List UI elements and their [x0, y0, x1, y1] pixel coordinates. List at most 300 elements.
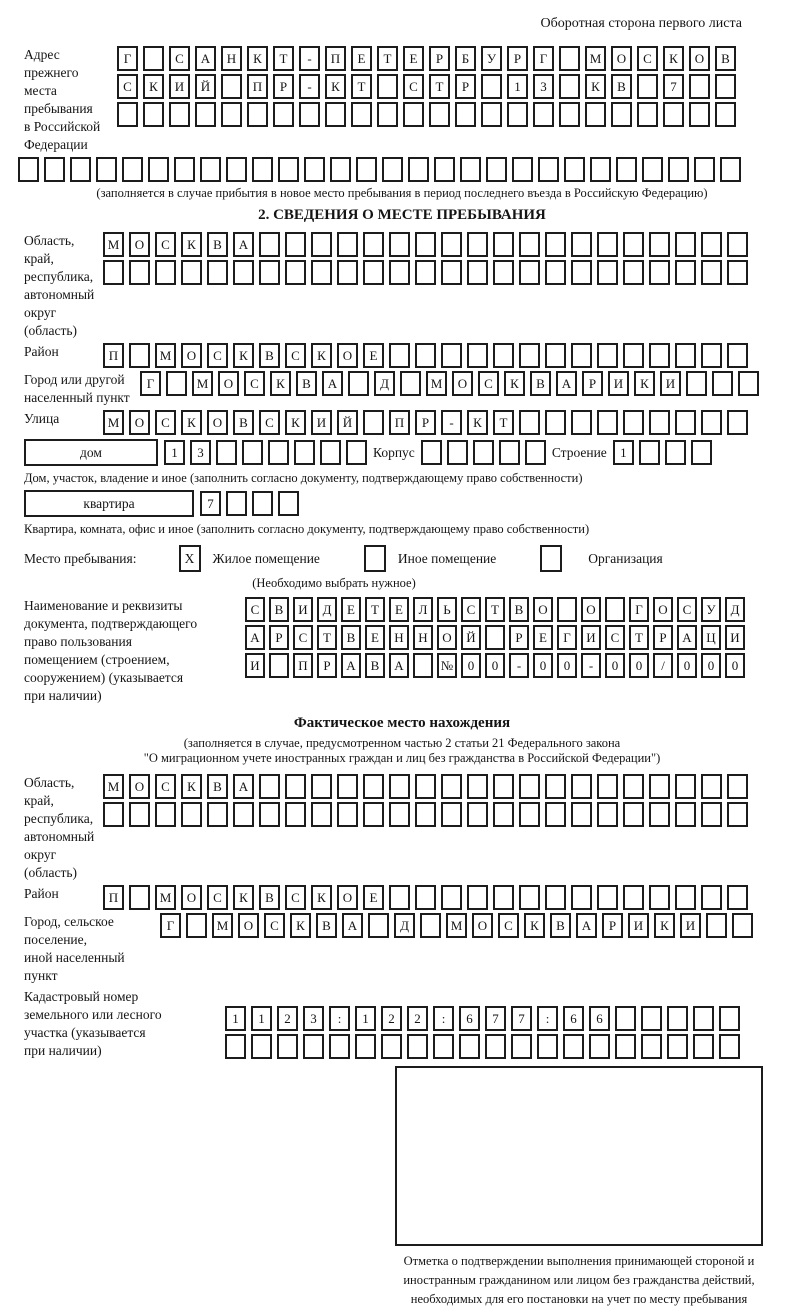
char-cell: 6: [563, 1006, 584, 1031]
char-cell: [675, 802, 696, 827]
char-cell: Д: [725, 597, 745, 622]
char-cell: [571, 774, 592, 799]
char-cell: О: [181, 885, 202, 910]
char-cell: 0: [725, 653, 745, 678]
char-cell: 7: [200, 491, 221, 516]
char-cell: О: [181, 343, 202, 368]
char-cell: [571, 232, 592, 257]
char-cell: [337, 260, 358, 285]
char-cell: [166, 371, 187, 396]
char-cell: [473, 440, 494, 465]
char-cell: К: [233, 885, 254, 910]
char-cell: [732, 913, 753, 938]
char-cell: [155, 802, 176, 827]
char-cell: [407, 1034, 428, 1059]
char-cell: [148, 157, 169, 182]
char-cell: [467, 232, 488, 257]
prev-address-cells-row4: [18, 157, 780, 182]
char-cell: Г: [160, 913, 181, 938]
char-cell: С: [293, 625, 313, 650]
char-cell: [129, 802, 150, 827]
prev-address-cells-row1: [117, 46, 736, 71]
char-cell: [337, 774, 358, 799]
char-cell: [675, 410, 696, 435]
char-cell: [590, 157, 611, 182]
char-cell: [363, 774, 384, 799]
char-cell: 7: [511, 1006, 532, 1031]
char-cell: С: [637, 46, 658, 71]
apartment-note: Квартира, комната, офис и иное (заполнить согласно документу, подтверждающему право собственности): [24, 522, 590, 536]
char-cell: Е: [363, 885, 384, 910]
char-cell: [441, 885, 462, 910]
char-cell: [459, 1034, 480, 1059]
char-cell: [538, 157, 559, 182]
char-cell: Н: [389, 625, 409, 650]
char-cell: [467, 260, 488, 285]
char-cell: [519, 260, 540, 285]
char-cell: М: [192, 371, 213, 396]
char-cell: Т: [365, 597, 385, 622]
char-cell: [96, 157, 117, 182]
char-cell: О: [129, 232, 150, 257]
char-cell: В: [715, 46, 736, 71]
char-cell: [485, 625, 505, 650]
char-cell: 2: [407, 1006, 428, 1031]
char-cell: [434, 157, 455, 182]
stay-option-other-label: Иное помещение: [397, 550, 497, 566]
char-cell: [668, 157, 689, 182]
char-cell: С: [264, 913, 285, 938]
char-cell: [415, 343, 436, 368]
stay-option-organization-checkbox: [540, 545, 562, 572]
char-cell: [129, 343, 150, 368]
char-cell: [623, 774, 644, 799]
actual-district-cells: [103, 885, 748, 910]
char-cell: Д: [317, 597, 337, 622]
char-cell: [247, 102, 268, 127]
char-cell: [415, 802, 436, 827]
char-cell: В: [550, 913, 571, 938]
char-cell: М: [585, 46, 606, 71]
char-cell: О: [452, 371, 473, 396]
char-cell: [545, 885, 566, 910]
char-cell: К: [325, 74, 346, 99]
char-cell: 1: [251, 1006, 272, 1031]
char-cell: С: [285, 343, 306, 368]
char-cell: [221, 74, 242, 99]
char-cell: Р: [653, 625, 673, 650]
char-cell: О: [611, 46, 632, 71]
char-cell: [377, 102, 398, 127]
char-cell: В: [341, 625, 361, 650]
char-cell: А: [389, 653, 409, 678]
char-cell: [122, 157, 143, 182]
char-cell: [519, 410, 540, 435]
char-cell: [441, 232, 462, 257]
char-cell: [559, 102, 580, 127]
district-label: Район: [24, 344, 59, 359]
actual-city-label: Город, сельское поселение, иной населенный пункт: [24, 914, 125, 983]
char-cell: [268, 440, 289, 465]
char-cell: А: [576, 913, 597, 938]
char-cell: [694, 157, 715, 182]
char-cell: [441, 343, 462, 368]
char-cell: [277, 1034, 298, 1059]
char-cell: И: [311, 410, 332, 435]
char-cell: У: [701, 597, 721, 622]
street-label: Улица: [24, 411, 60, 426]
char-cell: О: [129, 774, 150, 799]
char-cell: [615, 1034, 636, 1059]
document-cells-row3: [245, 653, 745, 678]
char-cell: [346, 440, 367, 465]
char-cell: [467, 343, 488, 368]
char-cell: [415, 232, 436, 257]
char-cell: С: [605, 625, 625, 650]
char-cell: Г: [117, 46, 138, 71]
cadastral-cells-row1: [225, 1006, 740, 1031]
char-cell: -: [299, 46, 320, 71]
char-cell: [512, 157, 533, 182]
char-cell: Г: [557, 625, 577, 650]
char-cell: П: [293, 653, 313, 678]
char-cell: [181, 802, 202, 827]
char-cell: К: [663, 46, 684, 71]
char-cell: [649, 802, 670, 827]
char-cell: [675, 343, 696, 368]
char-cell: К: [311, 885, 332, 910]
district-block: [24, 343, 780, 368]
prev-address-cells-row2: [117, 74, 736, 99]
char-cell: [278, 491, 299, 516]
char-cell: [493, 885, 514, 910]
char-cell: [727, 802, 748, 827]
char-cell: В: [365, 653, 385, 678]
char-cell: О: [337, 343, 358, 368]
char-cell: И: [169, 74, 190, 99]
char-cell: [143, 46, 164, 71]
char-cell: [356, 157, 377, 182]
apartment-widebox: квартира: [24, 490, 194, 517]
apartment-cells: [200, 491, 299, 516]
char-cell: [663, 102, 684, 127]
char-cell: О: [207, 410, 228, 435]
char-cell: Е: [403, 46, 424, 71]
char-cell: [70, 157, 91, 182]
char-cell: [389, 774, 410, 799]
char-cell: О: [218, 371, 239, 396]
char-cell: О: [129, 410, 150, 435]
char-cell: [727, 232, 748, 257]
actual-location-title: Фактическое место нахождения: [293, 715, 511, 731]
char-cell: [252, 157, 273, 182]
char-cell: [649, 885, 670, 910]
char-cell: А: [322, 371, 343, 396]
char-cell: К: [311, 343, 332, 368]
char-cell: К: [634, 371, 655, 396]
char-cell: [225, 1034, 246, 1059]
char-cell: [585, 102, 606, 127]
char-cell: [389, 802, 410, 827]
char-cell: [200, 157, 221, 182]
stay-type-row: [24, 545, 780, 572]
char-cell: К: [181, 410, 202, 435]
char-cell: С: [244, 371, 265, 396]
char-cell: А: [195, 46, 216, 71]
char-cell: Т: [351, 74, 372, 99]
stay-type-label: Место пребывания:: [24, 550, 137, 566]
char-cell: [259, 802, 280, 827]
char-cell: Д: [394, 913, 415, 938]
char-cell: 0: [485, 653, 505, 678]
char-cell: [216, 440, 237, 465]
char-cell: [559, 74, 580, 99]
char-cell: 6: [589, 1006, 610, 1031]
char-cell: 1: [613, 440, 634, 465]
char-cell: Е: [389, 597, 409, 622]
char-cell: С: [677, 597, 697, 622]
char-cell: /: [653, 653, 673, 678]
char-cell: [363, 410, 384, 435]
char-cell: С: [169, 46, 190, 71]
char-cell: Й: [461, 625, 481, 650]
cadastral-label: Кадастровый номер земельного или лесного участка (указывается при наличии): [24, 989, 162, 1058]
char-cell: [467, 885, 488, 910]
char-cell: Ц: [701, 625, 721, 650]
char-cell: [557, 597, 577, 622]
char-cell: [623, 410, 644, 435]
char-cell: [486, 157, 507, 182]
char-cell: О: [437, 625, 457, 650]
char-cell: [615, 1006, 636, 1031]
char-cell: [689, 102, 710, 127]
char-cell: [174, 157, 195, 182]
char-cell: И: [293, 597, 313, 622]
char-cell: [545, 802, 566, 827]
char-cell: [665, 440, 686, 465]
char-cell: [715, 102, 736, 127]
char-cell: Т: [629, 625, 649, 650]
region-cells-row2: [103, 260, 748, 285]
stay-option-organization-label: Организация: [588, 550, 663, 566]
char-cell: [467, 802, 488, 827]
char-cell: А: [556, 371, 577, 396]
char-cell: Г: [140, 371, 161, 396]
char-cell: О: [653, 597, 673, 622]
char-cell: А: [341, 653, 361, 678]
char-cell: Т: [317, 625, 337, 650]
char-cell: М: [426, 371, 447, 396]
char-cell: А: [677, 625, 697, 650]
char-cell: [103, 802, 124, 827]
char-cell: [686, 371, 707, 396]
char-cell: В: [259, 885, 280, 910]
char-cell: О: [472, 913, 493, 938]
char-cell: [641, 1006, 662, 1031]
char-cell: Ь: [437, 597, 457, 622]
char-cell: [103, 260, 124, 285]
stay-option-other-checkbox: [364, 545, 386, 572]
char-cell: А: [233, 774, 254, 799]
char-cell: :: [537, 1006, 558, 1031]
char-cell: А: [245, 625, 265, 650]
char-cell: О: [337, 885, 358, 910]
char-cell: [571, 410, 592, 435]
char-cell: А: [342, 913, 363, 938]
char-cell: 0: [677, 653, 697, 678]
actual-city-cells: [160, 913, 753, 938]
char-cell: М: [103, 232, 124, 257]
char-cell: [403, 102, 424, 127]
char-cell: В: [207, 774, 228, 799]
char-cell: К: [270, 371, 291, 396]
char-cell: [641, 1034, 662, 1059]
char-cell: Т: [493, 410, 514, 435]
korpus-label: Корпус: [373, 444, 415, 460]
char-cell: С: [461, 597, 481, 622]
char-cell: М: [446, 913, 467, 938]
char-cell: [706, 913, 727, 938]
char-cell: П: [103, 343, 124, 368]
char-cell: [597, 232, 618, 257]
char-cell: [519, 885, 540, 910]
char-cell: [519, 343, 540, 368]
char-cell: [303, 1034, 324, 1059]
city-label: Город или другой населенный пункт: [24, 372, 130, 405]
char-cell: [545, 232, 566, 257]
char-cell: Т: [485, 597, 505, 622]
char-cell: Р: [429, 46, 450, 71]
char-cell: Г: [629, 597, 649, 622]
char-cell: [441, 802, 462, 827]
cadastral-cells-row2: [225, 1034, 740, 1059]
char-cell: [689, 74, 710, 99]
char-cell: [675, 232, 696, 257]
char-cell: [701, 232, 722, 257]
char-cell: И: [245, 653, 265, 678]
char-cell: [649, 232, 670, 257]
char-cell: С: [285, 885, 306, 910]
char-cell: [719, 1034, 740, 1059]
char-cell: Й: [337, 410, 358, 435]
char-cell: Л: [413, 597, 433, 622]
char-cell: [447, 440, 468, 465]
char-cell: [537, 1034, 558, 1059]
char-cell: М: [103, 774, 124, 799]
char-cell: [649, 410, 670, 435]
char-cell: К: [504, 371, 525, 396]
char-cell: И: [725, 625, 745, 650]
char-cell: [597, 410, 618, 435]
stroenie-label: Строение: [551, 444, 607, 460]
char-cell: [637, 74, 658, 99]
char-cell: Г: [533, 46, 554, 71]
char-cell: [355, 1034, 376, 1059]
stay-type-note: (Необходимо выбрать нужное): [252, 576, 416, 590]
document-cells-row1: [245, 597, 745, 622]
char-cell: В: [269, 597, 289, 622]
char-cell: [693, 1034, 714, 1059]
char-cell: Б: [455, 46, 476, 71]
actual-region-cells-row1: [103, 774, 748, 799]
char-cell: [311, 232, 332, 257]
char-cell: [507, 102, 528, 127]
char-cell: [389, 260, 410, 285]
char-cell: Р: [455, 74, 476, 99]
city-cells: [140, 371, 759, 396]
char-cell: [642, 157, 663, 182]
char-cell: 0: [605, 653, 625, 678]
char-cell: [351, 102, 372, 127]
char-cell: К: [285, 410, 306, 435]
char-cell: [701, 885, 722, 910]
char-cell: [441, 260, 462, 285]
char-cell: -: [299, 74, 320, 99]
char-cell: [460, 157, 481, 182]
char-cell: 1: [355, 1006, 376, 1031]
char-cell: [415, 260, 436, 285]
char-cell: О: [238, 913, 259, 938]
char-cell: :: [329, 1006, 350, 1031]
char-cell: [701, 774, 722, 799]
char-cell: [597, 260, 618, 285]
char-cell: [559, 46, 580, 71]
char-cell: П: [325, 46, 346, 71]
char-cell: [389, 343, 410, 368]
char-cell: [400, 371, 421, 396]
region-cells-row1: [103, 232, 748, 257]
char-cell: М: [103, 410, 124, 435]
char-cell: [545, 410, 566, 435]
char-cell: [738, 371, 759, 396]
char-cell: С: [155, 232, 176, 257]
street-block: [24, 410, 780, 435]
char-cell: 6: [459, 1006, 480, 1031]
char-cell: В: [296, 371, 317, 396]
char-cell: С: [259, 410, 280, 435]
char-cell: [269, 653, 289, 678]
char-cell: [207, 260, 228, 285]
char-cell: И: [680, 913, 701, 938]
char-cell: [186, 913, 207, 938]
char-cell: Р: [317, 653, 337, 678]
char-cell: [195, 102, 216, 127]
document-cells-row2: [245, 625, 745, 650]
char-cell: М: [155, 885, 176, 910]
char-cell: [294, 440, 315, 465]
char-cell: К: [654, 913, 675, 938]
char-cell: [259, 774, 280, 799]
char-cell: [226, 491, 247, 516]
char-cell: [493, 802, 514, 827]
char-cell: У: [481, 46, 502, 71]
section2-title: 2. СВЕДЕНИЯ О МЕСТЕ ПРЕБЫВАНИЯ: [258, 207, 546, 223]
char-cell: [637, 102, 658, 127]
region-label: Область, край, республика, автономный округ (область): [24, 233, 95, 338]
stroenie-cells: [613, 440, 712, 465]
char-cell: С: [403, 74, 424, 99]
stay-option-residential-label: Жилое помещение: [212, 550, 320, 566]
char-cell: А: [233, 232, 254, 257]
char-cell: [727, 260, 748, 285]
char-cell: [481, 74, 502, 99]
apartment-row: [24, 490, 780, 517]
char-cell: [623, 885, 644, 910]
char-cell: [18, 157, 39, 182]
char-cell: Н: [221, 46, 242, 71]
char-cell: [311, 802, 332, 827]
char-cell: [285, 260, 306, 285]
